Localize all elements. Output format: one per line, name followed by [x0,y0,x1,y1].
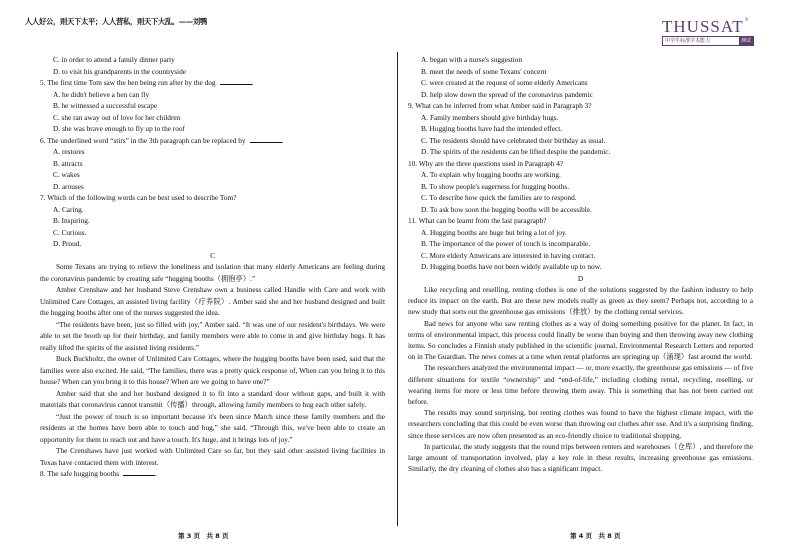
option: D. to visit his grandparents in the countryside [53,66,186,76]
option: A. Family members should give birthday hugs. [421,112,559,122]
option: D. Hugging booths have not been widely available up to now. [421,262,602,271]
page-number-right: 第 4 页 共 8 页 [570,532,621,540]
option: D. help slow down the spread of the coronavirus pandemic [421,89,593,99]
question-11: 11. What can be learnt from the last paragraph? [408,216,547,225]
paragraph: Buck Buckholtz, the owner of Unlimited Care Cottages, where the hugging booths have been used, said that the families were also excited. He said, “The families, there was a pretty quick response of, When can you bring it to this house? When can you bring it to this house? When are we going to have one?” [40,354,385,386]
answer-blank [220,77,252,85]
paragraph: “The residents have been, just so filled with joy,” Amber said. “It was one of our resident's birthdays. We were able to set the booth up for their birthday, and family members were able to come in and give birthday hugs. It has really lifted the spirits of the assisted living residents.” [40,319,385,352]
question-6: 6. The underlined word “stirs” in the 3th paragraph can be replaced by . [40,135,284,145]
paragraph: The results may sound surprising, but renting clothes was found to have the highest climate impact, with the researchers concluding that this could be even worse than throwing out clothes after use. And it's a surprising finding, since these services are now often presented as an eco-friendly choice to traditional shopping. [408,408,753,440]
section-heading-c: C [210,250,215,260]
option: B. Inspiring. [53,216,90,225]
paragraph: Amber Crenshaw and her husband Steve Crenshaw own a business called Handle with Care and work with Unlimited Care Cottages, an assisted living facility（疗养院）. Amber said she and her husband designed and built the hugging booths after one of the nurses suggested the idea. [40,285,385,317]
option: A. began with a nurse's suggestion [421,55,523,64]
option: D. arouses [53,181,84,191]
option: A. he didn't believe a hen can fly [53,89,150,99]
option: C. The residents should have celebrated their birthday as usual. [421,135,606,145]
option: C. she ran away out of love for her children [53,112,181,122]
option: C. Curious. [53,227,87,237]
paragraph: The Crenshaws have just worked with Unlimited Care so far, but they said other assisted living facilities in Texas have contacted them with interest. [40,446,385,467]
question-7: 7. Which of the following words can be best used to describe Tom? [40,193,237,202]
option: B. attracts [53,158,83,168]
logo-brand: THUSSAT [662,17,744,36]
option: A. Caring. [53,204,84,214]
option: D. she was brave enough to fly up to the roof [53,124,185,133]
answer-blank [123,468,155,476]
option: B. To show people's eagerness for hugging booths. [421,181,570,191]
header-motto: 人人好公，则天下太平；人人营私，则天下大乱。——刘鹗 [25,17,207,26]
option: A. To explain why hugging booths are working. [421,170,561,179]
section-heading-d: D [577,273,584,283]
option: B. The importance of the power of touch is incomparable. [421,239,591,248]
paragraph: Some Texans are trying to relieve the loneliness and isolation that many elderly Americans are feeling during the coronavirus pandemic by creating safe “hugging booths（拥抱亭）.” [40,262,385,283]
option: C. in order to attend a family dinner party [53,55,175,64]
option: B. he witnessed a successful escape [53,101,158,110]
option: C. wakes [53,170,80,179]
logo-subtitle [662,36,754,46]
option: C. To describe how quick the families are to respond. [421,193,577,202]
option: D. To ask how soon the hugging booths will be accessible. [421,204,592,214]
column-divider [397,52,398,526]
paragraph: Like recycling and reselling, renting clothes is one of the solutions suggested by the fashion industry to help reduce its impact on the earth. But are these new models really as green as they seem? Perhaps not, according to a new study that sorts out the greenhouse gas emissions（排放）by the clothing rental services. [408,285,753,317]
page-number-left: 第 3 页 共 8 页 [178,532,229,540]
paragraph: “Just the power of touch is so important because it's been since March since these family members and the residents at the homes have been able to touch and hug,” she said. “Through this, we've been able to create an opportunity for them to reach out and have a touch. It's huge, and it brings lots of joy.” [40,411,385,444]
option: A. restores [53,147,85,156]
paragraph: In particular, the study suggests that the round trips between renters and warehouses（仓库）, and therefore the large amount of transportation involved, play a key role in these results, increasing greenhouse gas emissions. Similarly, the dry cleaning of clothes also has a significant impact. [408,441,753,474]
question-9: 9. What can be inferred from what Amber said in Paragraph 3? [408,101,592,110]
option: A. Hugging booths are huge but bring a lot of joy. [421,227,567,237]
right-column [408,54,753,474]
logo-subtitle-text: 中学生标准学术能力 [665,38,711,44]
registered-mark: ® [744,18,749,23]
option: B. meet the needs of some Texans' concern [421,66,547,76]
logo-tag: 测试 [740,38,751,44]
answer-blank [250,135,282,143]
option: C. were created at the request of some elderly Americans [421,78,588,87]
left-column [40,54,385,480]
thussat-logo [662,18,754,46]
question-10: 10. Why are the three questions used in Paragraph 4? [408,158,564,168]
paragraph: Bad news for anyone who saw renting clothes as a way of doing something positive for the planet. In fact, in terms of environmental impact, this process could finally be worse than buying and then throwing away new clothing items. So concludes a Finnish study published in the scientific journal, Environmental Research Letters and reported on in The Guardian. The news comes at a time when rental platforms are springing up（涌现）fast around the world. [408,318,753,362]
question-5: 5. The first time Tom saw the hen being run after by the dog . [40,78,254,87]
option: D. Proud. [53,239,82,248]
logo-brand-row [662,18,754,36]
paragraph: The researchers analyzed the environmental impact — or, more exactly, the greenhouse gas emissions — of five different situations for textile “ownership” and “end-of-life,” including clothing rental, recycling, reselling, or wearing items for more or less time before throwing them away. This is something that has not been carried out before. [408,363,753,407]
paragraph: Amber said that she and her husband designed it to fit into a standard door without gaps, and built it with materials that coronavirus cannot transmit（传播）through, allowing family members to hug each other safely. [40,388,385,409]
question-8: 8. The safe hugging booths . [40,469,157,478]
option: B. Hugging booths have had the intended effect. [421,124,563,133]
option: C. More elderly Americans are interested in having contact. [421,250,596,260]
option: D. The spirits of the residents can be lifted despite the pandemic. [421,147,611,156]
